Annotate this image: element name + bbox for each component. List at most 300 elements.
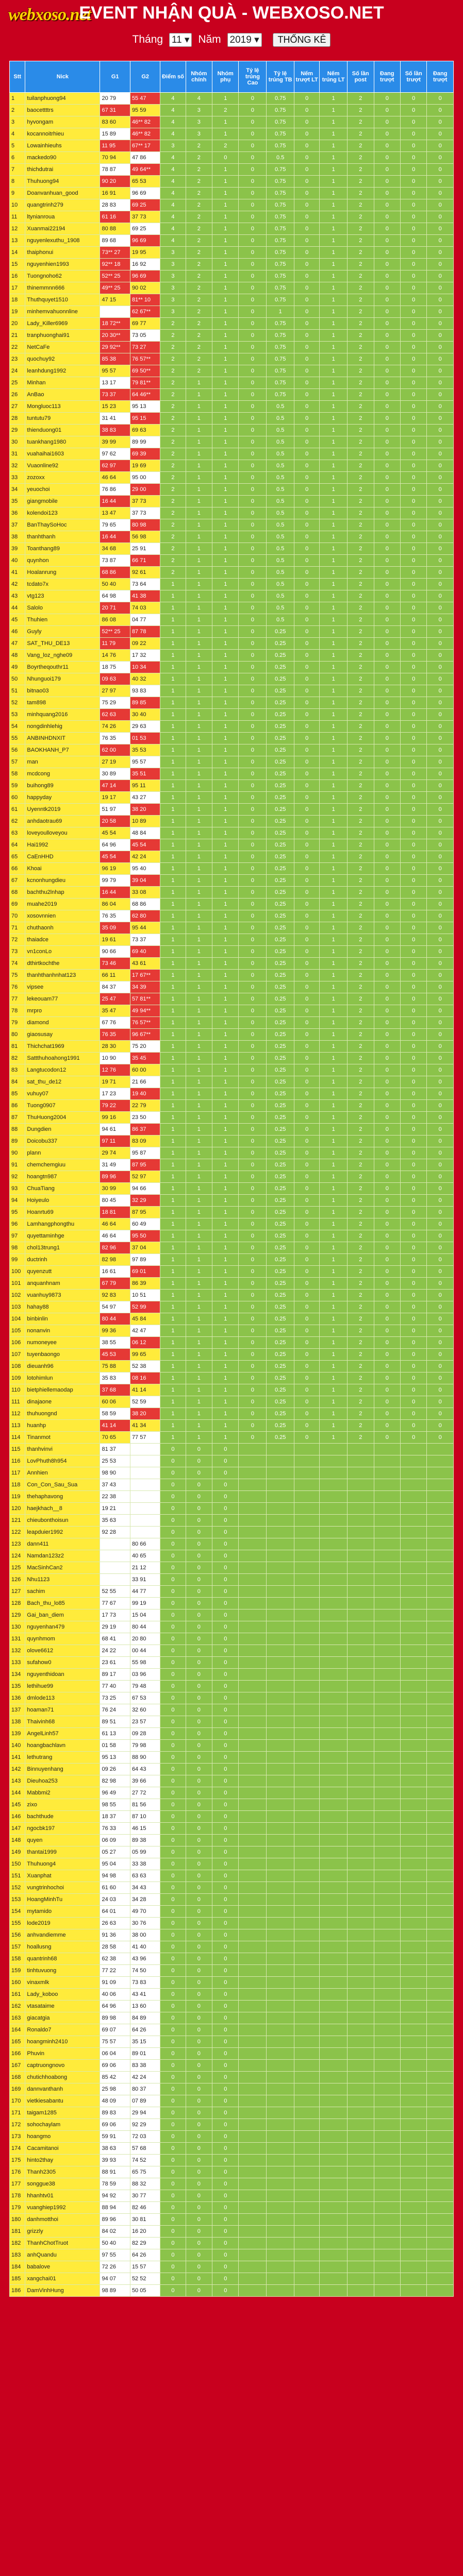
table-cell: 126 [10,1574,25,1586]
table-cell[interactable]: sachim [25,1586,100,1598]
table-cell: 18 81 [100,1207,130,1218]
table-cell[interactable]: quynhon [25,555,100,567]
table-cell: 84 37 [100,981,130,993]
table-cell[interactable]: AnBao [25,389,100,401]
table-cell [400,1491,426,1503]
table-cell: 1 [186,1124,212,1136]
table-cell: 0 [186,1692,212,1704]
table-cell[interactable]: leanhdung1992 [25,365,100,377]
table-cell[interactable]: Tinanmot [25,1432,100,1444]
table-cell[interactable]: nonanvin [25,1325,100,1337]
table-cell[interactable]: xosovnnien [25,910,100,922]
table-cell[interactable]: lekeouam77 [25,993,100,1005]
table-cell [267,1835,294,1846]
table-cell[interactable]: binbinlin [25,1313,100,1325]
table-cell[interactable]: hinto2thay [25,2155,100,2166]
table-cell: 0 [294,887,320,899]
table-cell[interactable]: Hoiyeulo [25,1195,100,1207]
table-cell[interactable]: NetCaFe [25,342,100,353]
table-cell: 96 19 [100,863,130,875]
table-cell[interactable]: thichdutrai [25,164,100,176]
table-cell: 0 [400,1432,426,1444]
table-cell[interactable]: Xuanphat [25,1870,100,1882]
table-cell: 139 [10,1728,25,1740]
table-cell[interactable]: Lady_Killer6969 [25,318,100,330]
table-cell[interactable]: Annhien [25,1467,100,1479]
table-cell[interactable]: BAOKHANH_P7 [25,744,100,756]
table-cell[interactable]: plann [25,1147,100,1159]
table-cell [374,1882,400,1894]
table-cell[interactable]: danhmotthoi [25,2214,100,2226]
table-cell[interactable]: bietphiellemaodap [25,1384,100,1396]
table-cell[interactable]: Doanvanhuan_good [25,188,100,199]
table-cell[interactable]: Khoai [25,863,100,875]
table-cell: 1 [320,116,348,128]
table-cell[interactable]: vungtrinhochoi [25,1882,100,1894]
table-cell [239,2178,267,2190]
table-cell [239,1728,267,1740]
table-cell [320,1941,348,1953]
table-cell[interactable]: nguyenhien1993 [25,259,100,270]
table-cell: 0.25 [267,733,294,744]
table-cell[interactable]: haejkhach__8 [25,1503,100,1515]
table-cell[interactable]: bachthude [25,1811,100,1823]
table-cell[interactable]: Vang_loz_nghe09 [25,650,100,662]
table-cell[interactable]: mytamido [25,1906,100,1918]
table-cell[interactable]: LovPhuth8h954 [25,1455,100,1467]
table-cell: 2 [348,460,374,472]
table-cell: 95 04 [100,1858,130,1870]
table-cell[interactable]: giaosusay [25,1029,100,1041]
table-cell[interactable]: Sattthuhoahong1991 [25,1053,100,1064]
table-cell[interactable]: chol13trung1 [25,1242,100,1254]
table-cell[interactable]: Salolo [25,602,100,614]
table-cell: 65 53 [130,176,160,188]
table-cell: 0 [212,1882,239,1894]
table-cell [400,1894,426,1906]
table-cell[interactable]: Thaivinh68 [25,1716,100,1728]
table-cell[interactable]: taigam1285 [25,2107,100,2119]
table-cell [348,1491,374,1503]
table-cell [294,1929,320,1941]
table-cell[interactable]: Namdan123z2 [25,1550,100,1562]
table-cell[interactable]: zixo [25,1799,100,1811]
table-cell[interactable]: tuankhang1980 [25,436,100,448]
table-cell[interactable]: quyettaminhge [25,1230,100,1242]
table-cell[interactable]: chuthaonh [25,922,100,934]
table-cell: 114 [10,1432,25,1444]
table-cell[interactable]: Toanthang89 [25,543,100,555]
table-cell: 96 69 [130,188,160,199]
table-cell: 78 87 [100,164,130,176]
table-cell[interactable]: tam898 [25,697,100,709]
table-cell [374,1823,400,1835]
table-cell[interactable]: Phuvin [25,2048,100,2060]
table-cell [348,1550,374,1562]
table-cell: 163 [10,2012,25,2024]
table-cell[interactable]: muahe2019 [25,899,100,910]
table-cell[interactable]: hoangtn987 [25,1171,100,1183]
table-cell[interactable]: dannvanthanh [25,2083,100,2095]
table-cell[interactable]: BanThaySoHoc [25,519,100,531]
table-cell[interactable]: hoangmo [25,2131,100,2143]
table-cell[interactable]: lotohimlun [25,1372,100,1384]
table-cell[interactable]: Tuong0907 [25,1100,100,1112]
table-cell[interactable]: mackedo90 [25,152,100,164]
table-cell: 0 [374,697,400,709]
table-cell[interactable]: lethihue99 [25,1681,100,1692]
table-cell: 54 [10,721,25,733]
table-cell[interactable]: xangchai01 [25,2273,100,2285]
table-cell: 0 [427,887,454,899]
table-cell[interactable]: hoangminh2410 [25,2036,100,2048]
table-cell: 0 [294,401,320,413]
table-cell[interactable]: Cacamitanoi [25,2143,100,2155]
table-cell[interactable]: buihong89 [25,780,100,792]
submit-button[interactable]: THỐNG KÊ [273,33,330,47]
table-cell[interactable]: dthirtkochthe [25,958,100,970]
table-cell[interactable]: Hai1992 [25,839,100,851]
table-cell[interactable]: thanhthanhnhat123 [25,970,100,981]
table-cell[interactable]: diamond [25,1017,100,1029]
table-cell[interactable]: Thanh2305 [25,2166,100,2178]
table-cell[interactable]: yeuochoi [25,484,100,496]
table-cell: 1 [212,1396,239,1408]
table-cell: 0 [212,1858,239,1870]
table-cell[interactable]: Hoalanrung [25,567,100,579]
table-cell: 2 [348,318,374,330]
table-cell[interactable]: nongdinhlehig [25,721,100,733]
table-cell: 2 [348,507,374,519]
table-cell[interactable]: bitnao03 [25,685,100,697]
table-cell[interactable]: quantrinh68 [25,1953,100,1965]
table-cell[interactable]: hhanhtv01 [25,2190,100,2202]
table-cell[interactable]: vtasataime [25,2001,100,2012]
table-cell[interactable]: zozoxx [25,472,100,484]
table-cell: 0 [160,2048,186,2060]
table-cell: 46 64 [100,472,130,484]
table-cell[interactable]: vuanghiep1992 [25,2202,100,2214]
table-cell[interactable]: tuilanphuong94 [25,93,100,105]
table-cell[interactable]: Thuhuong4 [25,1858,100,1870]
table-cell: 1 [320,1325,348,1337]
table-cell[interactable]: ductrinh [25,1254,100,1266]
table-cell: 0 [294,389,320,401]
table-row [10,934,454,946]
table-row [10,105,454,116]
table-cell[interactable]: anhQuandu [25,2249,100,2261]
table-cell [100,306,130,318]
table-cell[interactable]: hahay88 [25,1301,100,1313]
table-cell[interactable]: olove6612 [25,1645,100,1657]
table-cell[interactable]: hoallusng [25,1941,100,1953]
table-cell[interactable]: thaiphonui [25,247,100,259]
table-cell [239,1764,267,1775]
table-cell: 34 43 [130,1882,160,1894]
table-cell[interactable]: quangtrinh279 [25,199,100,211]
table-cell: 66 71 [130,555,160,567]
table-cell [400,1799,426,1811]
table-cell: 2 [348,365,374,377]
table-cell: 0 [239,389,267,401]
table-cell[interactable]: Nhu1123 [25,1574,100,1586]
table-cell: 0 [294,1029,320,1041]
table-cell[interactable]: anhvandiemme [25,1929,100,1941]
table-cell: 0 [160,1775,186,1787]
table-cell[interactable]: sat_thu_de12 [25,1076,100,1088]
table-cell[interactable]: kolendoi123 [25,507,100,519]
table-cell: 185 [10,2273,25,2285]
table-cell[interactable]: Lamhangphongthu [25,1218,100,1230]
table-cell: 1 [320,282,348,294]
table-cell [267,2131,294,2143]
table-cell: 17 32 [130,650,160,662]
table-cell: 0 [160,1941,186,1953]
table-cell: 23 61 [100,1657,130,1669]
table-row [10,1799,454,1811]
table-cell[interactable]: vuanhuy9873 [25,1290,100,1301]
table-cell: 0 [294,318,320,330]
table-cell[interactable]: anquanhnam [25,1278,100,1290]
table-cell[interactable]: Lowainhieuhs [25,140,100,152]
table-cell[interactable]: quyen [25,1835,100,1846]
table-row [10,946,454,958]
table-cell[interactable]: mrpro [25,1005,100,1017]
table-cell[interactable]: Dungdien [25,1124,100,1136]
table-cell: 1 [186,1349,212,1361]
table-cell[interactable]: songgue38 [25,2178,100,2190]
table-cell[interactable]: grizzly [25,2226,100,2238]
table-cell[interactable]: Hoanrtu69 [25,1207,100,1218]
table-row [10,2166,454,2178]
table-cell[interactable]: leapduier1992 [25,1527,100,1538]
table-cell[interactable]: tinhtuvuong [25,1965,100,1977]
table-cell[interactable]: numoneyee [25,1337,100,1349]
table-cell: 1 [320,342,348,353]
table-cell[interactable]: vtg123 [25,590,100,602]
table-cell[interactable]: giacatgia [25,2012,100,2024]
table-cell[interactable]: quyenzutt [25,1266,100,1278]
table-cell: 77 [10,993,25,1005]
table-row [10,1657,454,1669]
table-cell[interactable]: lode2019 [25,1918,100,1929]
table-cell[interactable]: chemchemgiuu [25,1159,100,1171]
table-cell[interactable]: kocannoitrhieu [25,128,100,140]
table-cell [427,2202,454,2214]
table-cell[interactable]: thinemmnn666 [25,282,100,294]
table-cell: 1 [212,448,239,460]
table-cell[interactable]: DamVinhHung [25,2285,100,2297]
table-cell: 61 16 [100,211,130,223]
table-cell: 88 91 [100,2166,130,2178]
table-cell[interactable]: thehaphavong [25,1491,100,1503]
table-cell: 73** 27 [100,247,130,259]
table-cell[interactable]: baocettttrs [25,105,100,116]
table-cell[interactable]: minhquang2016 [25,709,100,721]
table-cell[interactable]: kcnonhungdieu [25,875,100,887]
table-cell[interactable]: Doicobu337 [25,1136,100,1147]
table-cell[interactable]: ltynianroua [25,211,100,223]
table-cell[interactable]: Uyenntk2019 [25,804,100,816]
table-cell[interactable]: Mabbmi2 [25,1787,100,1799]
table-cell[interactable]: Binnuyenhang [25,1764,100,1775]
table-cell[interactable]: sohochaylam [25,2119,100,2131]
table-cell[interactable]: hoaman71 [25,1704,100,1716]
table-cell[interactable]: ChuaTiang [25,1183,100,1195]
table-cell[interactable]: chieubonthoisun [25,1515,100,1527]
table-cell: 2 [348,780,374,792]
table-cell: 1 [212,1349,239,1361]
table-cell[interactable]: vipsee [25,981,100,993]
table-cell[interactable]: Thuthquyet1510 [25,294,100,306]
table-cell[interactable]: Lady_koboo [25,1989,100,2001]
table-cell[interactable]: thantai1999 [25,1846,100,1858]
table-cell[interactable]: MacSinhCan2 [25,1562,100,1574]
table-cell[interactable]: SAT_THU_DE13 [25,638,100,650]
table-cell[interactable]: dmlode113 [25,1692,100,1704]
table-cell[interactable]: nguyenlexuthu_1908 [25,235,100,247]
table-cell[interactable]: captruongnovo [25,2060,100,2072]
table-cell[interactable]: thienduong01 [25,425,100,436]
table-cell[interactable]: thaiadce [25,934,100,946]
table-cell[interactable]: vuhuy07 [25,1088,100,1100]
table-cell[interactable]: huanhp [25,1420,100,1432]
table-cell[interactable]: Xuanmai22194 [25,223,100,235]
table-cell: 1 [320,472,348,484]
table-cell [374,2060,400,2072]
table-cell[interactable]: ThuHuong2004 [25,1112,100,1124]
table-cell: 0 [294,152,320,164]
table-cell[interactable]: dann411 [25,1538,100,1550]
table-cell[interactable]: Ronaldo7 [25,2024,100,2036]
table-cell[interactable]: quynhmom [25,1633,100,1645]
table-cell[interactable]: babalove [25,2261,100,2273]
table-cell[interactable]: Boyrtheqouthr11 [25,662,100,673]
table-cell[interactable]: Thuhien [25,614,100,626]
table-cell[interactable]: happyday [25,792,100,804]
table-cell[interactable]: anhdaotrau69 [25,816,100,827]
table-cell[interactable]: hyvongam [25,116,100,128]
table-cell[interactable]: minhemvahuonnline [25,306,100,318]
table-cell[interactable]: man [25,756,100,768]
table-cell[interactable]: mcdcong [25,768,100,780]
table-cell[interactable]: nguyenthidoan [25,1669,100,1681]
table-cell: 0 [186,2178,212,2190]
table-cell[interactable]: tcdato7x [25,579,100,590]
table-cell[interactable]: Tuongnoho62 [25,270,100,282]
table-cell: 88 [10,1124,25,1136]
table-cell[interactable]: bachthu2lnhap [25,887,100,899]
table-cell[interactable]: loveyoulloveyou [25,827,100,839]
table-row [10,377,454,389]
table-cell: 0 [239,1147,267,1159]
table-cell: 49 94** [130,1005,160,1017]
table-cell[interactable]: ngocbk197 [25,1823,100,1835]
month-select[interactable] [169,33,192,47]
table-cell: 0 [186,1716,212,1728]
table-cell [400,1775,426,1787]
table-cell[interactable]: HoangMinhTu [25,1894,100,1906]
table-cell: 0 [374,827,400,839]
table-cell: 0 [160,2273,186,2285]
table-cell[interactable]: tuntutu79 [25,413,100,425]
table-cell[interactable]: AngelLinh57 [25,1728,100,1740]
table-cell[interactable]: thuhuongnd [25,1408,100,1420]
column-header: Điểm số [160,61,186,93]
table-cell[interactable]: vietkiesabantu [25,2095,100,2107]
table-cell[interactable]: Dieuhoa253 [25,1775,100,1787]
table-cell[interactable]: vn1conLo [25,946,100,958]
table-row [10,1681,454,1692]
table-cell: 0 [160,1586,186,1598]
table-cell[interactable]: giangmobile [25,496,100,507]
table-cell[interactable]: ThanhChotTruot [25,2238,100,2249]
table-cell [400,2238,426,2249]
table-cell[interactable]: Vuaonline92 [25,460,100,472]
table-cell: 78 59 [100,2178,130,2190]
table-cell[interactable]: quochuy92 [25,353,100,365]
table-cell [374,1870,400,1882]
table-cell[interactable]: lethutrang [25,1752,100,1764]
table-cell[interactable]: thanhvinvi [25,1444,100,1455]
table-cell[interactable]: Nhunguoi179 [25,673,100,685]
table-cell[interactable]: Con_Con_Sau_Sua [25,1479,100,1491]
table-cell[interactable]: sufahow0 [25,1657,100,1669]
table-cell[interactable]: hoangbachlavn [25,1740,100,1752]
table-row [10,1550,454,1562]
table-cell [239,1550,267,1562]
table-cell: 4 [160,152,186,164]
table-cell[interactable]: ANBINHDNXIT [25,733,100,744]
table-cell[interactable]: chutichhoabong [25,2072,100,2083]
table-cell[interactable]: Guyly [25,626,100,638]
table-cell[interactable]: tranphuonghai91 [25,330,100,342]
table-cell[interactable]: vinaxmlk [25,1977,100,1989]
table-cell [239,1823,267,1835]
table-cell[interactable]: thanhthanh [25,531,100,543]
table-cell: 4 [160,116,186,128]
table-cell [374,1455,400,1467]
table-cell: 35 45 [130,1053,160,1064]
table-cell: 0 [160,2202,186,2214]
table-cell: 1 [212,1171,239,1183]
table-cell: 1 [212,981,239,993]
table-cell: 2 [348,223,374,235]
table-cell[interactable]: CaEnHHD [25,851,100,863]
table-cell[interactable]: vuahaihai1603 [25,448,100,460]
table-cell[interactable]: tuyenbaongo [25,1349,100,1361]
table-cell[interactable]: Bach_thu_lo85 [25,1598,100,1609]
column-header: Nếm trúng LT [320,61,348,93]
table-cell[interactable]: dinajaone [25,1396,100,1408]
year-select[interactable] [227,33,262,47]
table-cell: 2 [160,318,186,330]
table-cell[interactable]: Mongluoc113 [25,401,100,413]
table-cell[interactable]: Thuhuong94 [25,176,100,188]
table-cell[interactable]: Langtucodon12 [25,1064,100,1076]
table-cell: 0 [427,1301,454,1313]
table-cell: 0 [400,496,426,507]
table-cell[interactable]: dieuanh96 [25,1361,100,1372]
table-cell [427,2178,454,2190]
table-cell[interactable]: nguyenhan479 [25,1621,100,1633]
table-cell[interactable]: Minhan [25,377,100,389]
table-cell[interactable]: Thichchat1969 [25,1041,100,1053]
table-cell: 2 [348,958,374,970]
table-cell [130,1527,160,1538]
table-cell [320,1740,348,1752]
table-cell[interactable]: Gai_ban_diem [25,1609,100,1621]
